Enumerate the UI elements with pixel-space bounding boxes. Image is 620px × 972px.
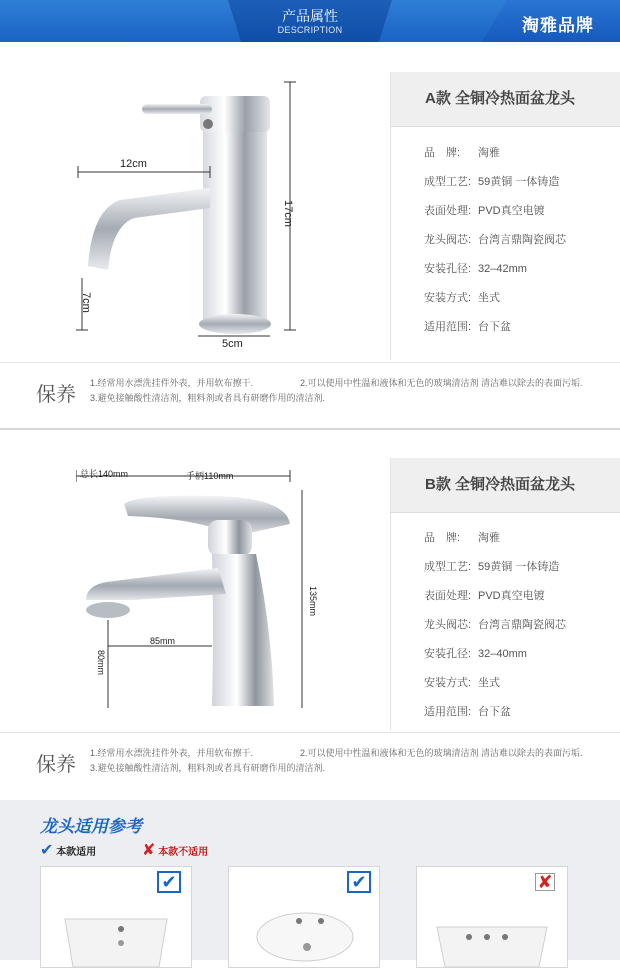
spec-row xyxy=(424,202,545,218)
spec-value: 淘雅 xyxy=(478,147,500,159)
check-box-icon: ✔ xyxy=(347,871,371,893)
spec-row xyxy=(424,144,500,160)
spec-key: 安装方式: xyxy=(424,677,472,689)
spec-key: 安装孔径: xyxy=(424,648,472,660)
spec-row xyxy=(424,674,500,690)
legend-suitable-label: 本款适用 xyxy=(56,847,97,858)
dim-a-base: 5cm xyxy=(222,338,243,350)
spec-key: 品 牌: xyxy=(424,532,461,544)
spec-row xyxy=(424,318,511,334)
spec-row xyxy=(424,558,559,574)
cross-box-icon: ✘ xyxy=(535,873,555,891)
care-label: 保养 xyxy=(36,754,76,776)
spec-value: 台下盆 xyxy=(478,706,511,718)
divider xyxy=(0,732,620,733)
spec-key: 适用范围: xyxy=(424,706,472,718)
spec-key: 龙头阀芯: xyxy=(424,234,472,246)
care-tip-2: 2.可以使用中性温和液体和无色的玻璃清洁剂 清洁难以除去的表面污垢. xyxy=(300,378,583,388)
spec-key: 表面处理: xyxy=(424,205,472,217)
spec-value: PVD真空电镀 xyxy=(478,205,545,217)
dim-b-reach: 85mm xyxy=(150,636,176,646)
legend-unsuitable xyxy=(142,840,208,860)
spec-value: 32–40mm xyxy=(478,648,527,660)
check-box-icon: ✔ xyxy=(157,871,181,893)
care-tip-2: 2.可以使用中性温和液体和无色的玻璃清洁剂 清洁难以除去的表面污垢. xyxy=(300,748,583,758)
spec-value: PVD真空电镀 xyxy=(478,590,545,602)
brand-name: 淘雅品牌 xyxy=(522,16,594,35)
spec-key: 安装孔径: xyxy=(424,263,472,275)
spec-value: 59黄铜 一体铸造 xyxy=(478,561,560,573)
dim-a-height: 17cm xyxy=(282,200,294,227)
legend-unsuitable-label: 本款不适用 xyxy=(158,847,209,858)
spec-key: 表面处理: xyxy=(424,590,472,602)
cross-icon: ✘ xyxy=(142,842,156,859)
reference-title: 龙头适用参考 xyxy=(40,817,142,836)
spec-value: 32–42mm xyxy=(478,263,527,275)
spec-value: 坐式 xyxy=(478,677,500,689)
spec-key: 成型工艺: xyxy=(424,561,472,573)
spec-key: 品 牌: xyxy=(424,147,461,159)
spec-value: 台湾言鼎陶瓷阀芯 xyxy=(478,619,566,631)
spec-key: 龙头阀芯: xyxy=(424,619,472,631)
header-subtitle: DESCRIPTION xyxy=(277,25,343,35)
section-divider xyxy=(0,428,620,430)
spec-row xyxy=(424,645,527,661)
dim-b-height: 135mm xyxy=(308,586,318,617)
spec-row xyxy=(424,260,527,276)
basin-card-1 xyxy=(40,866,192,968)
product-b-name: B款 全铜冷热面盆龙头 xyxy=(391,458,620,513)
spec-key: 成型工艺: xyxy=(424,176,472,188)
check-icon: ✔ xyxy=(40,842,54,859)
spec-row xyxy=(424,703,511,719)
product-a-name: A款 全铜冷热面盆龙头 xyxy=(391,72,620,127)
spec-row xyxy=(424,616,566,632)
dim-b-handle: 手柄110mm xyxy=(186,471,234,481)
dim-b-spout: 80mm xyxy=(96,650,106,676)
spec-value: 台湾言鼎陶瓷阀芯 xyxy=(478,234,566,246)
basin-card-2 xyxy=(228,866,380,968)
care-tip-3: 3.避免接触酸性清洁剂，粗料剂或者具有研磨作用的清洁剂. xyxy=(90,393,326,403)
dim-a-spout: 7cm xyxy=(80,292,92,313)
dim-a-width: 12cm xyxy=(120,158,147,170)
dim-b-total-length: 总长140mm xyxy=(80,469,129,479)
spec-value: 台下盆 xyxy=(478,321,511,333)
care-tip-1: 1.经常用水漂洗挂件外表，并用软布擦干. xyxy=(90,378,254,388)
spec-row xyxy=(424,173,559,189)
care-tip-1: 1.经常用水漂洗挂件外表，并用软布擦干. xyxy=(90,748,254,758)
spec-key: 安装方式: xyxy=(424,292,472,304)
care-tip-3: 3.避免接触酸性清洁剂，粗料剂或者具有研磨作用的清洁剂. xyxy=(90,763,326,773)
legend-suitable xyxy=(40,840,96,860)
spec-key: 适用范围: xyxy=(424,321,472,333)
spec-row xyxy=(424,587,545,603)
spec-row xyxy=(424,231,566,247)
divider xyxy=(0,362,620,363)
basin-card-3 xyxy=(416,866,568,968)
spec-row xyxy=(424,289,500,305)
spec-value: 59黄铜 一体铸造 xyxy=(478,176,560,188)
product-b-image xyxy=(76,470,316,720)
product-a-image xyxy=(60,78,320,360)
spec-value: 淘雅 xyxy=(478,532,500,544)
header-title: 产品属性 xyxy=(282,8,338,24)
spec-row xyxy=(424,529,500,545)
spec-value: 坐式 xyxy=(478,292,500,304)
care-label: 保养 xyxy=(36,384,76,406)
